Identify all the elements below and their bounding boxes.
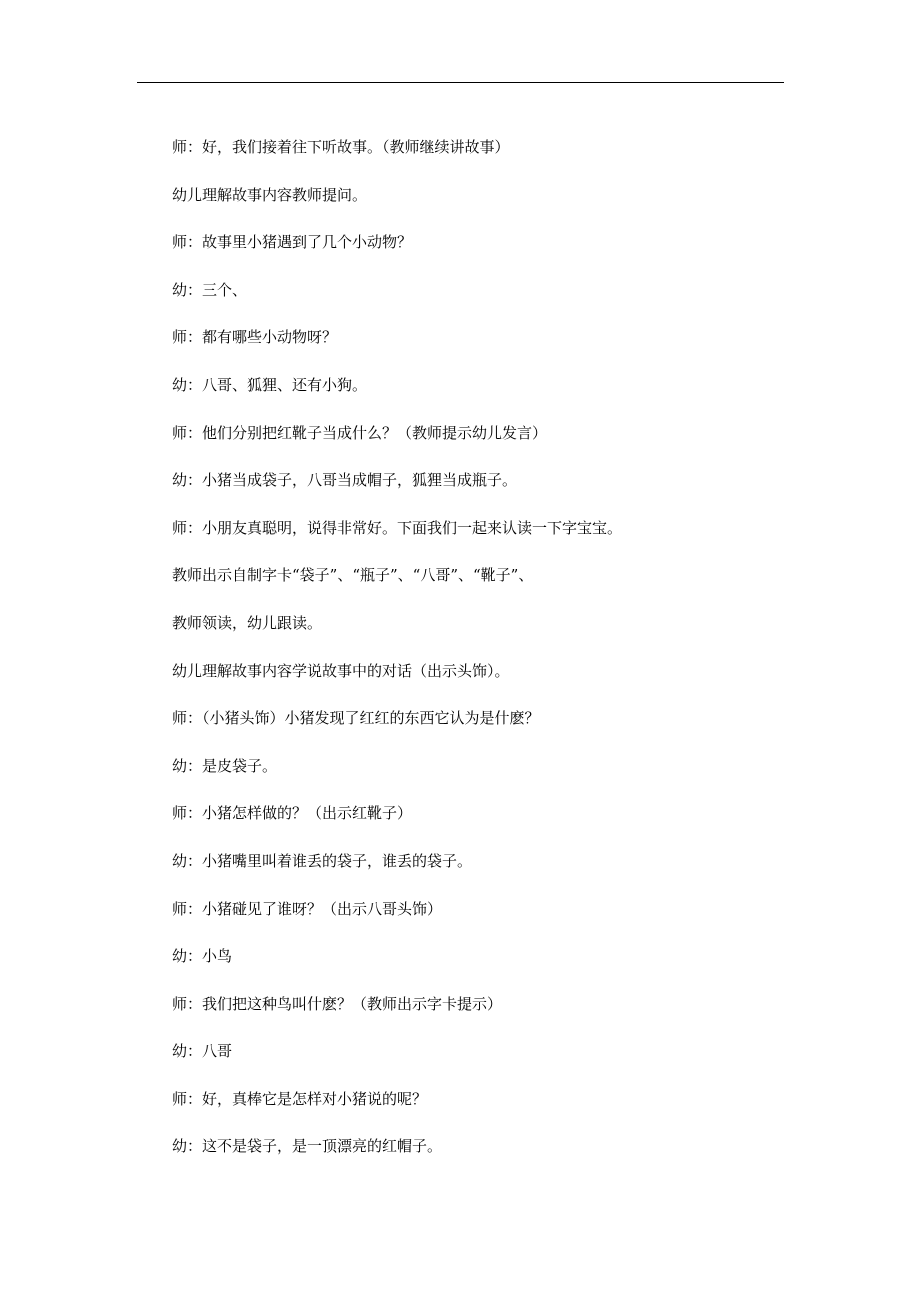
text-line: 幼：这不是袋子，是一顶漂亮的红帽子。: [172, 1137, 443, 1156]
text-line: 幼：三个、: [172, 280, 248, 299]
text-line: 幼：小猪当成袋子，八哥当成帽子，狐狸当成瓶子。: [172, 471, 518, 490]
text-line: 师：好，真棒它是怎样对小猪说的呢？: [172, 1089, 428, 1108]
header-rule: [137, 82, 784, 83]
text-line: 幼：小鸟: [172, 947, 233, 966]
text-line: 师：他们分别把红靴子当成什么？（教师提示幼儿发言）: [172, 423, 548, 442]
text-line: 幼：小猪嘴里叫着谁丢的袋子，谁丢的袋子。: [172, 851, 473, 870]
text-line: 师：都有哪些小动物呀？: [172, 328, 338, 347]
text-line: 师：（小猪头饰）小猪发现了红红的东西它认为是什麽？: [172, 709, 540, 728]
text-line: 幼儿理解故事内容学说故事中的对话（出示头饰）。: [172, 661, 510, 680]
text-line: 教师领读，幼儿跟读。: [172, 613, 323, 632]
text-line: 幼儿理解故事内容教师提问。: [172, 185, 368, 204]
text-line: 师：故事里小猪遇到了几个小动物？: [172, 233, 413, 252]
dialogue-lines: [172, 136, 792, 1183]
text-line: 师：小朋友真聪明，说得非常好。下面我们一起来认读一下字宝宝。: [172, 518, 623, 537]
text-line: 教师出示自制字卡“袋子”、“瓶子”、“八哥”、“靴子”、: [172, 566, 534, 585]
text-line: 师：好，我们接着往下听故事。（教师继续讲故事）: [172, 138, 510, 156]
text-line: 幼：八哥、狐狸、还有小狗。: [172, 375, 368, 394]
text-line: 幼：是皮袋子。: [172, 756, 278, 775]
text-line: 师：我们把这种鸟叫什麽？（教师出示字卡提示）: [172, 994, 503, 1013]
text-line: 幼：八哥: [172, 1042, 233, 1061]
text-line: 师：小猪怎样做的？（出示红靴子）: [172, 804, 413, 823]
text-line: 师：小猪碰见了谁呀？（出示八哥头饰）: [172, 899, 443, 918]
